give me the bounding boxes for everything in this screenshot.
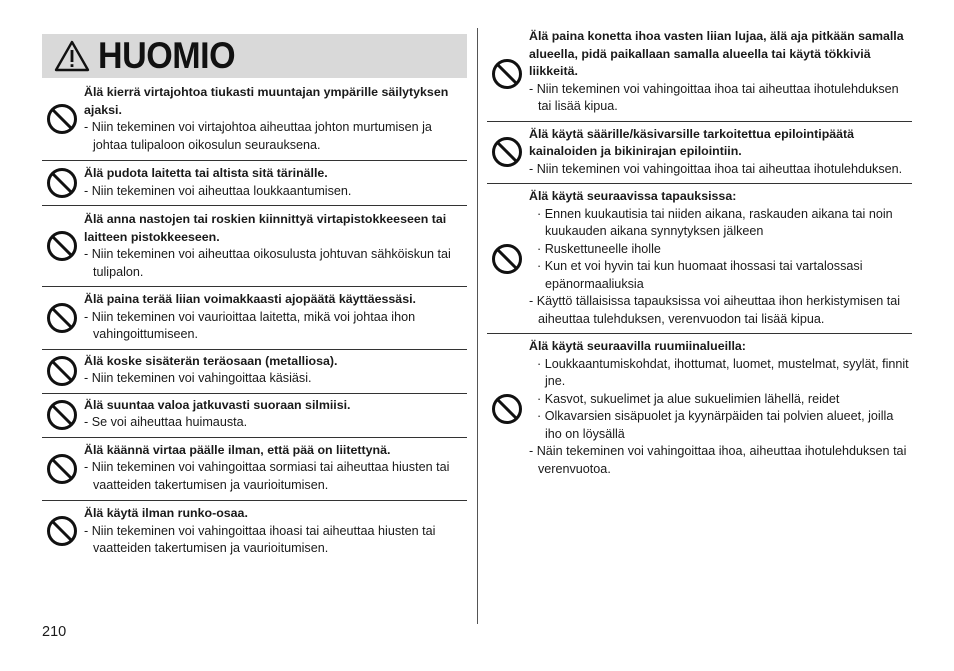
prohibition-icon — [46, 355, 78, 387]
caution-consequence: - Niin tekeminen voi vaurioittaa laitetta, mikä voi johtaa ihon vahingoittumiseen. — [84, 309, 416, 341]
caution-text — [84, 211, 467, 281]
prohibition-icon — [46, 167, 78, 199]
caution-consequence: - Niin tekeminen voi virtajohtoa aiheuttaa johton murtumisen ja johtaa tulipaloon oikosulun seurauksena. — [84, 120, 432, 152]
caution-consequence: - Niin tekeminen voi vahingoittaa käsiäsi. — [84, 371, 312, 385]
caution-item — [42, 349, 467, 393]
caution-bullet: · Ruskettuneelle iholle — [537, 241, 661, 256]
caution-item — [487, 333, 912, 483]
caution-consequence: - Käyttö tällaisissa tapauksissa voi aiheuttaa ihon herkistymisen tai aiheuttaa tulehduksen, verenvuodon tai lisää kipua. — [529, 294, 900, 326]
prohibition-icon — [46, 399, 78, 431]
caution-consequence: - Näin tekeminen voi vahingoittaa ihoa, aiheuttaa ihotulehduksen tai verenvuotoa. — [529, 444, 907, 476]
caution-text — [84, 397, 467, 432]
caution-item — [42, 160, 467, 205]
caution-text — [84, 165, 467, 200]
prohibition-icon — [46, 230, 78, 262]
page-title: HUOMIO — [98, 35, 236, 76]
caution-text — [84, 442, 467, 495]
caution-text — [84, 84, 467, 154]
caution-heading: Älä anna nastojen tai roskien kiinnittyä virtapistokkeeseen tai laitteen pistokkeeseen. — [84, 212, 447, 244]
caution-text — [529, 188, 912, 328]
caution-header — [42, 34, 467, 78]
caution-item — [42, 205, 467, 286]
caution-consequence: - Niin tekeminen voi vahingoittaa ihoa tai aiheuttaa ihotulehduksen tai lisää kipua. — [529, 81, 899, 113]
prohibition-icon — [46, 302, 78, 334]
caution-consequence: - Se voi aiheuttaa huimausta. — [84, 415, 248, 429]
caution-consequence: - Niin tekeminen voi aiheuttaa oikosulusta johtuvan sähköiskun tai tulipalon. — [84, 247, 451, 279]
caution-item — [42, 286, 467, 349]
page-number: 210 — [42, 624, 67, 640]
caution-heading: Älä käytä säärille/käsivarsille tarkoitettua epilointipäätä kainaloiden ja bikinirajan epilointiin. — [529, 126, 855, 158]
caution-consequence: - Niin tekeminen voi vahingoittaa ihoa tai aiheuttaa ihotulehduksen. — [529, 161, 903, 176]
prohibition-icon — [491, 393, 523, 425]
right-column — [487, 28, 912, 483]
left-column — [42, 34, 467, 562]
caution-text — [529, 338, 912, 478]
prohibition-icon — [491, 136, 523, 168]
caution-text — [84, 353, 467, 388]
caution-heading: Älä koske sisäterän teräosaan (metalliosa). — [84, 353, 338, 368]
caution-item — [42, 437, 467, 501]
caution-item — [487, 183, 912, 333]
prohibition-icon — [46, 515, 78, 547]
caution-heading: Älä käytä ilman runko-osaa. — [84, 506, 248, 520]
caution-bullet: · Ennen kuukautisia tai niiden aikana, raskauden aikana tai noin kuukauden aikana synnytyksen jälkeen — [537, 206, 893, 238]
caution-bullet: · Loukkaantumiskohdat, ihottumat, luomet, mustelmat, syylät, finnit jne. — [537, 356, 909, 388]
caution-consequence: - Niin tekeminen voi aiheuttaa loukkaantumisen. — [84, 183, 352, 198]
caution-heading: Älä suuntaa valoa jatkuvasti suoraan silmiisi. — [84, 397, 351, 412]
left-caution-list — [42, 78, 467, 562]
caution-heading: Älä paina konetta ihoa vasten liian lujaa, älä aja pitkään samalla alueella, pidä paikallaan samalla alueella tai käytä tökkiviä liikkeitä. — [529, 29, 904, 78]
caution-item — [42, 393, 467, 437]
right-caution-list — [487, 28, 912, 483]
caution-heading: Älä käännä virtaa päälle ilman, että pää on liitettynä. — [84, 442, 391, 457]
caution-consequence: - Niin tekeminen voi vahingoittaa sormiasi tai aiheuttaa hiusten tai vaatteiden takertumisen ja vaurioitumisen. — [84, 460, 450, 492]
caution-bullet: · Kun et voi hyvin tai kun huomaat ihossasi tai vartalossasi epänormaaliuksia — [537, 259, 863, 291]
column-divider — [477, 28, 478, 624]
caution-bullet: · Kasvot, sukuelimet ja alue sukuelimien lähellä, reidet — [537, 391, 840, 406]
prohibition-icon — [46, 103, 78, 135]
caution-bullet: · Olkavarsien sisäpuolet ja kyynärpäiden tai polvien alueet, joilla iho on löysällä — [537, 409, 894, 441]
caution-heading: Älä kierrä virtajohtoa tiukasti muuntajan ympärille säilytyksen ajaksi. — [84, 85, 449, 117]
caution-text — [529, 28, 912, 116]
caution-heading: Älä käytä seuraavilla ruumiinalueilla: — [529, 339, 746, 353]
caution-item — [42, 78, 467, 160]
prohibition-icon — [491, 243, 523, 275]
prohibition-icon — [491, 58, 523, 90]
caution-text — [84, 505, 467, 558]
caution-item — [487, 28, 912, 121]
prohibition-icon — [46, 453, 78, 485]
caution-item — [42, 500, 467, 562]
caution-heading: Älä käytä seuraavissa tapauksissa: — [529, 189, 737, 203]
warning-triangle-icon — [54, 40, 90, 72]
caution-item — [487, 121, 912, 184]
caution-heading: Älä paina terää liian voimakkaasti ajopäätä käyttäessäsi. — [84, 292, 416, 306]
caution-text — [529, 126, 912, 179]
caution-heading: Älä pudota laitetta tai altista sitä tärinälle. — [84, 166, 328, 180]
caution-text — [84, 291, 467, 344]
caution-consequence: - Niin tekeminen voi vahingoittaa ihoasi tai aiheuttaa hiusten tai vaatteiden takertumisen ja vaurioitumisen. — [84, 523, 436, 555]
